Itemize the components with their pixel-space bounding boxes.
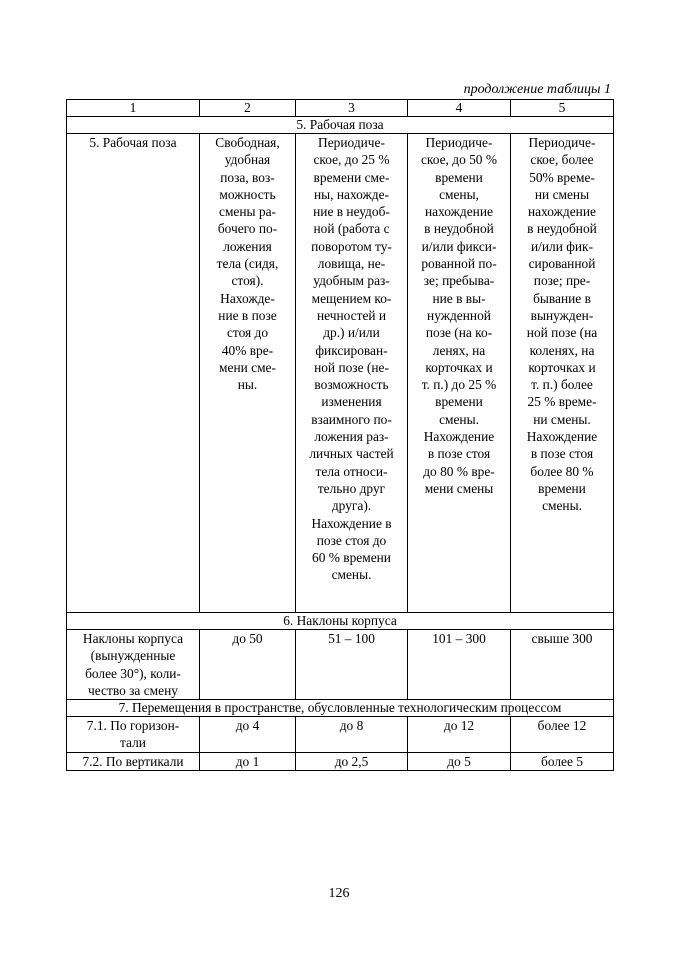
cell-bends-class-2: до 50 [200,630,296,700]
column-number-5: 5 [511,100,614,117]
cell-horizontal-class-2: до 4 [200,717,296,753]
row-label-pose: 5. Рабочая поза [67,134,200,613]
table-row-vertical [67,752,614,770]
row-label-horizontal: 7.1. По горизон- тали [67,717,200,753]
section-title-6: 6. Наклоны корпуса [67,613,614,630]
table-row-bends [67,630,614,700]
table-row-horizontal [67,717,614,753]
cell-horizontal-class-3: до 8 [296,717,408,753]
column-number-3: 3 [296,100,408,117]
page-number: 126 [328,886,350,901]
column-number-4: 4 [408,100,511,117]
section-row-5 [67,117,614,134]
cell-vertical-class-4: до 5 [408,752,511,770]
hygiene-table [66,99,614,771]
cell-horizontal-class-4: до 12 [408,717,511,753]
column-number-row [67,100,614,117]
cell-pose-class-5: Периодиче- ское, более 50% време- ни смены нахождение в неудобной и/или фик- сированной позе; пре- бывание в вынужден- ной позе (на коленях, на корточках и т. п.) более 25 % време- ни смены. Нахождение в позе стоя более 80 % времени смены. [511,134,614,613]
column-number-2: 2 [200,100,296,117]
table-row-pose [67,134,614,613]
cell-horizontal-class-5: более 12 [511,717,614,753]
cell-bends-class-4: 101 – 300 [408,630,511,700]
cell-pose-class-2: Свободная, удобная поза, воз- можность смены ра- бочего по- ложения тела (сидя, стоя). Нахожде- ние в позе стоя до 40% вре- мени сме- ны. [200,134,296,613]
cell-pose-class-3: Периодиче- ское, до 25 % времени сме- ны, нахожде- ние в неудоб- ной (работа с поворотом ту- ловища, не- удобным раз- мещением ко- нечностей и др.) и/или фиксирован- ной позе (не- возможность изменения взаимного по- ложения раз- личных частей тела относи- тельно друг друга). Нахождение в позе стоя до 60 % времени смены. [296,134,408,613]
cell-vertical-class-5: более 5 [511,752,614,770]
section-row-6 [67,613,614,630]
section-title-5: 5. Рабочая поза [67,117,614,134]
column-number-1: 1 [67,100,200,117]
cell-vertical-class-2: до 1 [200,752,296,770]
cell-bends-class-5: свыше 300 [511,630,614,700]
cell-bends-class-3: 51 – 100 [296,630,408,700]
cell-vertical-class-3: до 2,5 [296,752,408,770]
section-row-7 [67,700,614,717]
cell-pose-class-4: Периодиче- ское, до 50 % времени смены, нахождение в неудобной и/или фикси- рованной по- зе; пребыва- ние в вы- нужденной позе (на ко- ленях, на корточках и т. п.) до 25 % времени смены. Нахождение в позе стоя до 80 % вре- мени смены [408,134,511,613]
row-label-bends: Наклоны корпуса (вынужденные более 30°), коли- чество за смену [67,630,200,700]
row-label-vertical: 7.2. По вертикали [67,752,200,770]
table-continuation-caption: продолжение таблицы 1 [463,82,611,97]
section-title-7: 7. Перемещения в пространстве, обусловленные технологическим процессом [67,700,614,717]
